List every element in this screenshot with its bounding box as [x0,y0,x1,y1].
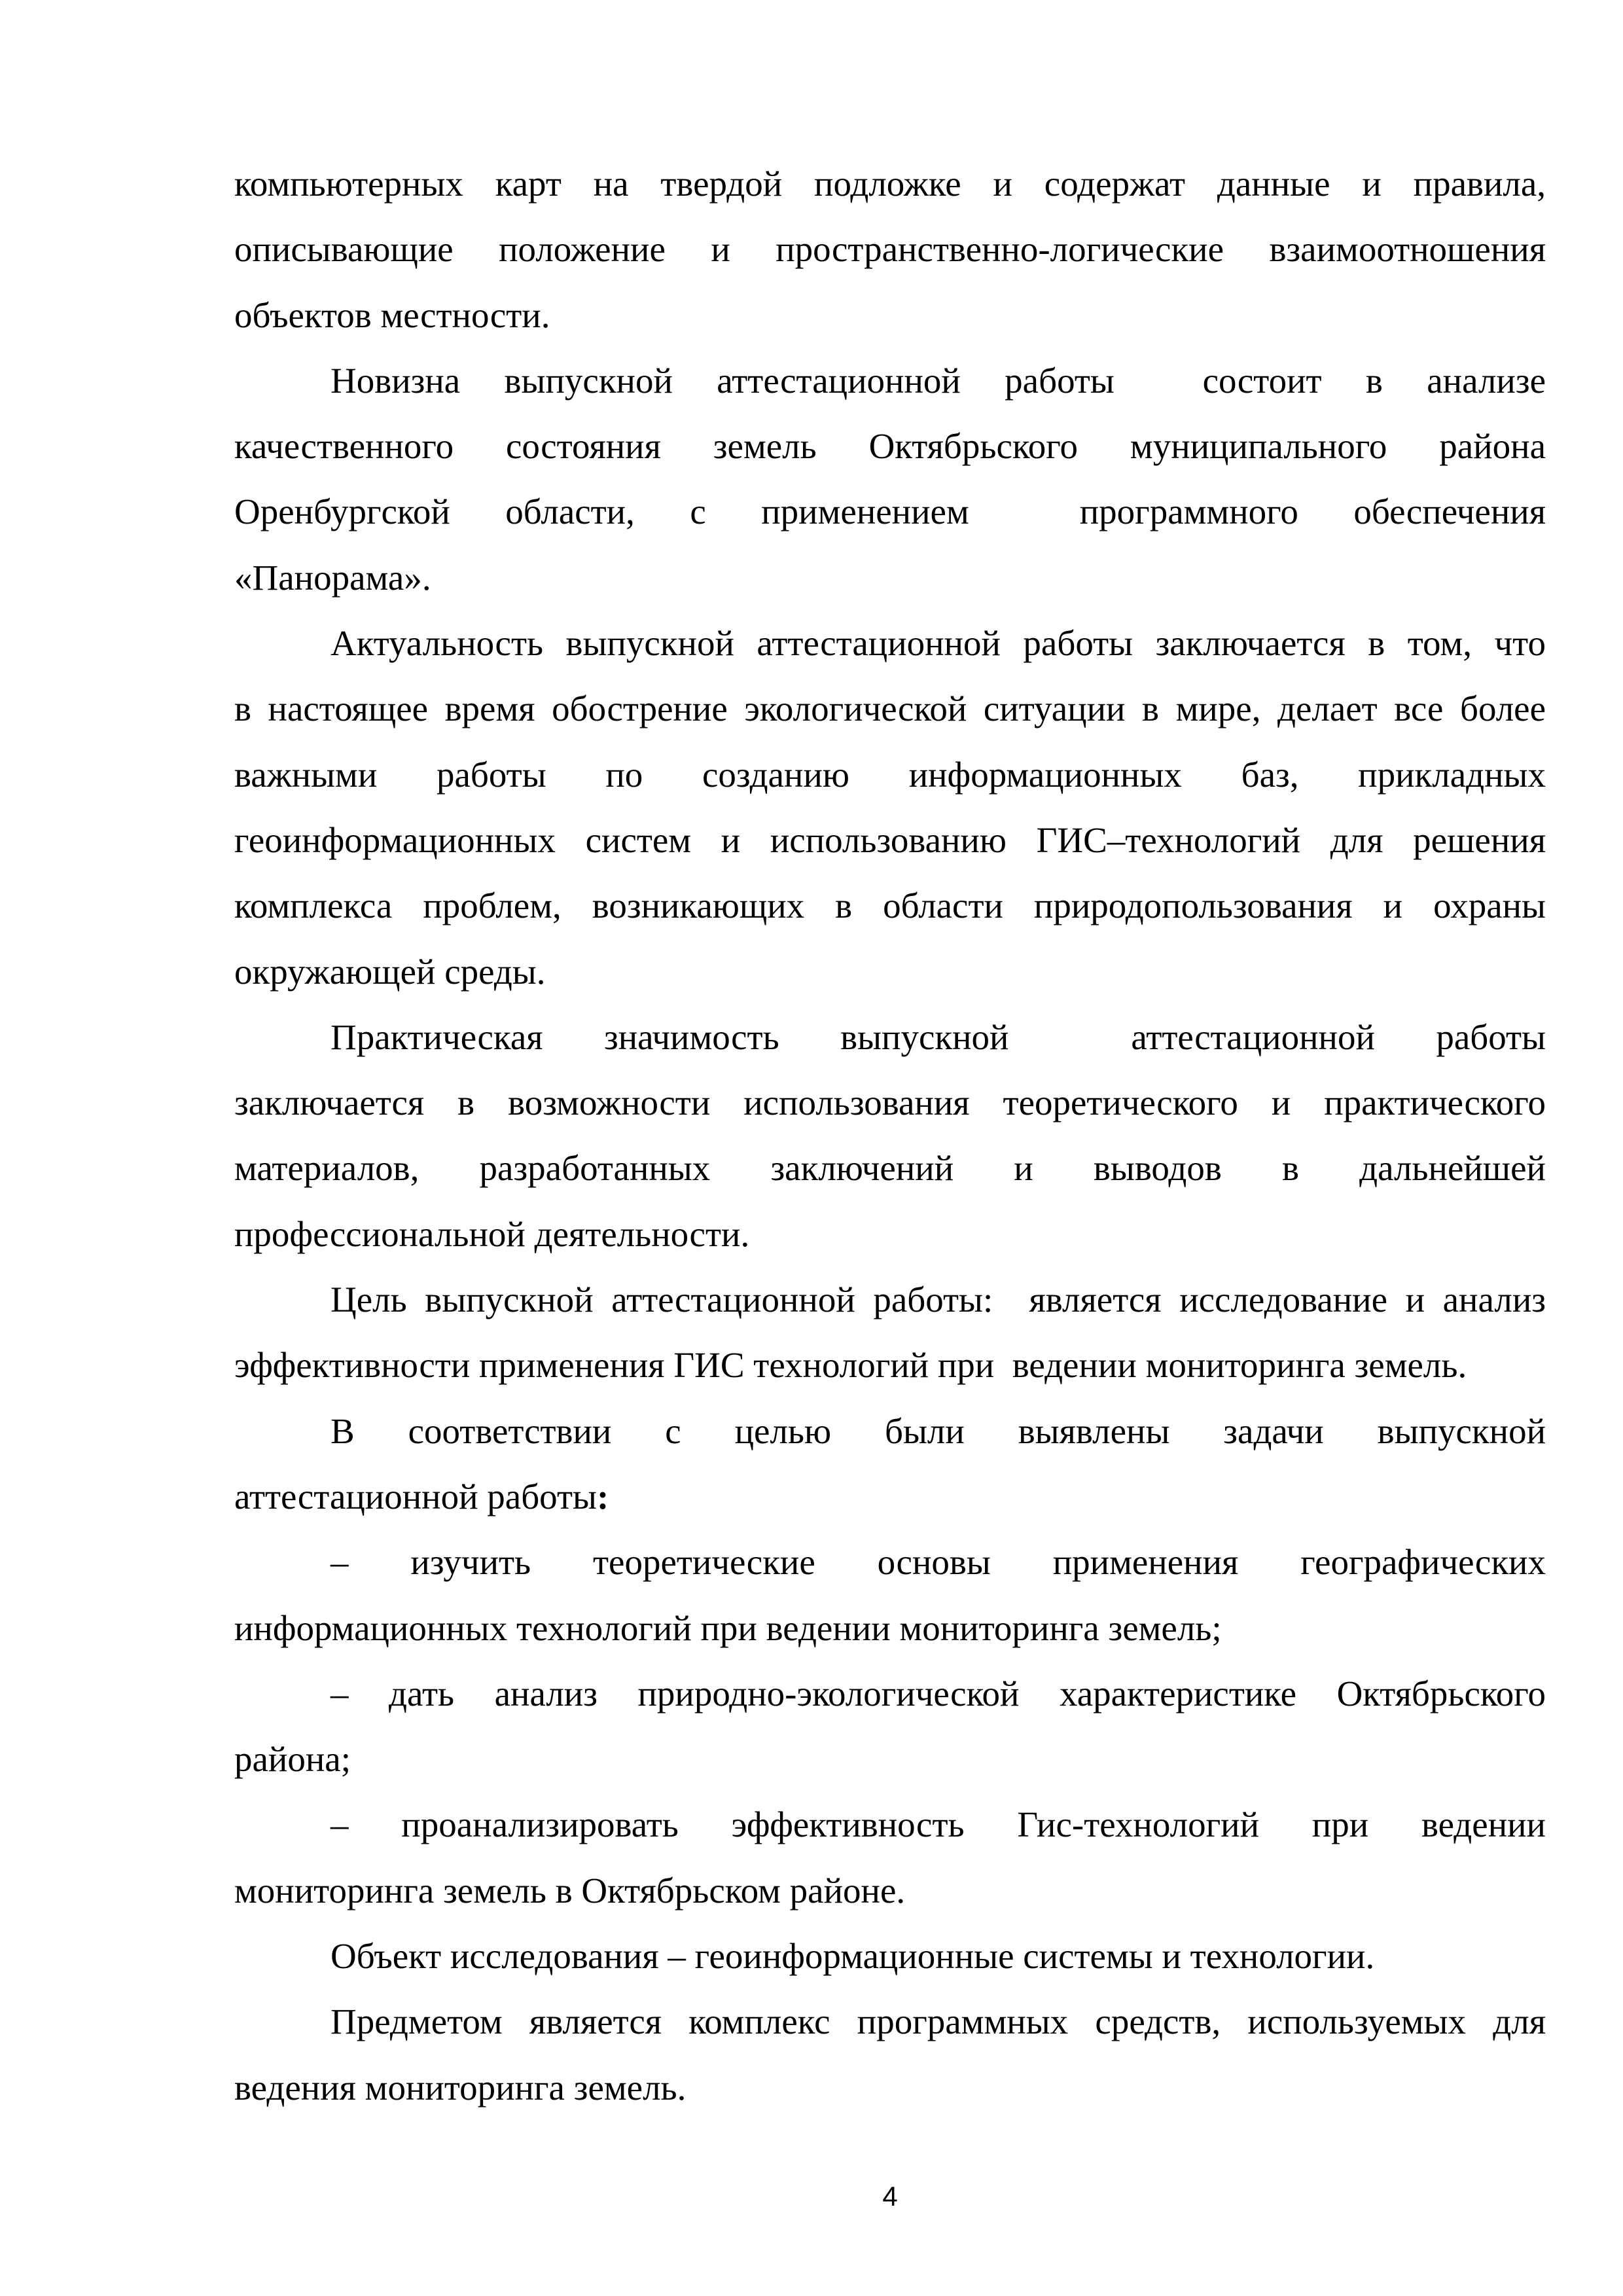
text-line: заключается в возможности использования теоретического и практического [234,1083,1546,1123]
page-number: 4 [882,2181,898,2212]
text-line: В соответствии с целью были выявлены задачи выпускной [330,1410,1546,1451]
text-line: в настоящее время обострение экологической ситуации в мире, делает все более [234,689,1546,729]
paragraph [234,151,1546,348]
text-line: информационных технологий при ведении мониторинга земель; [234,1607,1222,1648]
text-line: компьютерных карт на твердой подложке и содержат данные и правила, [234,164,1546,204]
text-segment: аттестационной работы [234,1476,597,1516]
text-line: Цель выпускной аттестационной работы: является исследование и анализ [330,1280,1546,1320]
text-line: важными работы по созданию информационных баз, прикладных [234,754,1546,795]
text-line: мониторинга земель в Октябрьском районе. [234,1870,906,1910]
text-line: ведения мониторинга земель. [234,2067,687,2108]
bold-text-segment: : [596,1476,609,1516]
text-line: Объект исследования – геоинформационные системы и технологии. [330,1936,1375,1977]
paragraph [234,1792,1546,1924]
text-line: Новизна выпускной аттестационной работы состоит в анализе [330,360,1546,401]
text-line: Оренбургской области, с применением программного обеспечения [234,492,1546,532]
text-line: – изучить теоретические основы применения географических [330,1542,1546,1583]
text-line: профессиональной деятельности. [234,1213,750,1254]
paragraph [234,1005,1546,1267]
text-line: Практическая значимость выпускной аттестационной работы [330,1016,1546,1057]
text-line: объектов местности. [234,295,550,335]
text-line: Предметом является комплекс программных средств, используемых для [330,2001,1546,2042]
text-line: эффективности применения ГИС технологий при ведении мониторинга земель. [234,1345,1467,1386]
text-line: геоинформационных систем и использованию ГИС–технологий для решения [234,819,1546,860]
text-line: качественного состояния земель Октябрьского муниципального района [234,426,1546,467]
paragraph [234,348,1546,611]
text-line: – дать анализ природно-экологической характеристике Октябрьского [330,1673,1546,1713]
paragraph [234,1924,1546,1989]
text-line: окружающей среды. [234,951,546,992]
text-line: «Панорама». [234,557,431,598]
text-line: описывающие положение и пространственно-логические взаимоотношения [234,229,1546,270]
text-line: комплекса проблем, возникающих в области природопользования и охраны [234,886,1546,926]
paragraph [234,611,1546,1005]
text-line: Актуальность выпускной аттестационной работы заключается в том, что [330,623,1546,664]
paragraph [234,1530,1546,1661]
paragraph [234,1267,1546,1399]
text-line: – проанализировать эффективность Гис-технологий при ведении [330,1804,1546,1845]
paragraph [234,1399,1546,1530]
text-line: района; [234,1739,351,1780]
text-line: материалов, разработанных заключений и выводов в дальнейшей [234,1148,1546,1189]
document-body [234,151,1546,2121]
paragraph [234,1989,1546,2121]
paragraph [234,1661,1546,1793]
text-line [234,1464,1546,1530]
